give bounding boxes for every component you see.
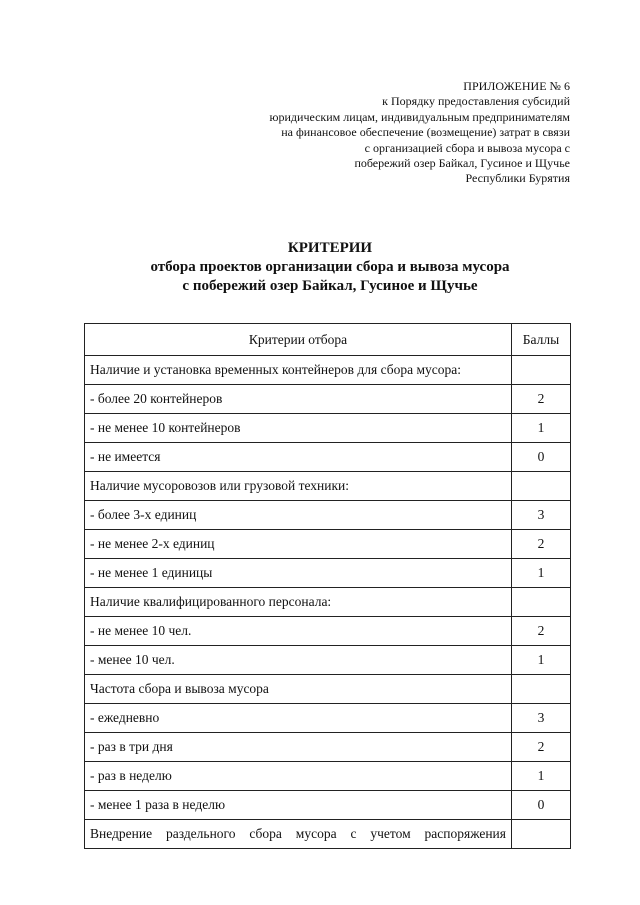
column-header-criteria: Критерии отбора bbox=[85, 324, 512, 356]
score-cell: 1 bbox=[512, 414, 571, 443]
criterion-cell: Внедрение раздельного сбора мусора с учетом распоряжения bbox=[85, 820, 512, 849]
title-subtitle: отбора проектов организации сбора и вывоза мусора bbox=[150, 259, 510, 275]
appendix-line: Республики Бурятия bbox=[465, 171, 570, 186]
appendix-line: побережий озер Байкал, Гусиное и Щучье bbox=[354, 156, 570, 171]
score-cell bbox=[512, 472, 571, 501]
criterion-cell: - раз в три дня bbox=[85, 733, 512, 762]
table-row bbox=[85, 385, 571, 414]
score-cell bbox=[512, 356, 571, 385]
criterion-cell: - не менее 10 контейнеров bbox=[85, 414, 512, 443]
score-cell: 0 bbox=[512, 443, 571, 472]
score-cell: 3 bbox=[512, 501, 571, 530]
criterion-cell: - не имеется bbox=[85, 443, 512, 472]
score-cell bbox=[512, 820, 571, 849]
criterion-cell: - менее 1 раза в неделю bbox=[85, 791, 512, 820]
criterion-cell: Наличие мусоровозов или грузовой техники: bbox=[85, 472, 512, 501]
appendix-header bbox=[270, 79, 570, 187]
table-row bbox=[85, 646, 571, 675]
table-row bbox=[85, 820, 571, 849]
score-cell: 2 bbox=[512, 530, 571, 559]
table-row bbox=[85, 733, 571, 762]
document-title bbox=[0, 239, 640, 296]
score-cell bbox=[512, 588, 571, 617]
criterion-cell: - ежедневно bbox=[85, 704, 512, 733]
table-row bbox=[85, 762, 571, 791]
score-cell bbox=[512, 675, 571, 704]
score-cell: 2 bbox=[512, 617, 571, 646]
score-cell: 1 bbox=[512, 762, 571, 791]
table-row bbox=[85, 501, 571, 530]
score-cell: 0 bbox=[512, 791, 571, 820]
score-cell: 1 bbox=[512, 559, 571, 588]
table-row bbox=[85, 675, 571, 704]
criterion-cell: - раз в неделю bbox=[85, 762, 512, 791]
table-row bbox=[85, 530, 571, 559]
table-row bbox=[85, 791, 571, 820]
criteria-table bbox=[84, 323, 571, 849]
score-cell: 3 bbox=[512, 704, 571, 733]
title-main: КРИТЕРИИ bbox=[287, 240, 373, 256]
table-row bbox=[85, 617, 571, 646]
table-row bbox=[85, 414, 571, 443]
appendix-line: с организацией сбора и вывоза мусора с bbox=[364, 140, 570, 155]
table-row bbox=[85, 443, 571, 472]
criterion-cell: - более 20 контейнеров bbox=[85, 385, 512, 414]
appendix-number: ПРИЛОЖЕНИЕ № 6 bbox=[463, 79, 570, 93]
criterion-cell: - не менее 10 чел. bbox=[85, 617, 512, 646]
criterion-cell: Частота сбора и вывоза мусора bbox=[85, 675, 512, 704]
criterion-cell: Наличие квалифицированного персонала: bbox=[85, 588, 512, 617]
criterion-cell: - не менее 2-х единиц bbox=[85, 530, 512, 559]
score-cell: 2 bbox=[512, 385, 571, 414]
score-cell: 2 bbox=[512, 733, 571, 762]
table-row bbox=[85, 559, 571, 588]
appendix-line: юридическим лицам, индивидуальным предпринимателям bbox=[269, 109, 570, 124]
criterion-cell: - не менее 1 единицы bbox=[85, 559, 512, 588]
table-header-row bbox=[85, 324, 571, 356]
criterion-cell: - менее 10 чел. bbox=[85, 646, 512, 675]
criterion-cell: - более 3-х единиц bbox=[85, 501, 512, 530]
appendix-line: на финансовое обеспечение (возмещение) затрат в связи bbox=[281, 125, 570, 140]
score-cell: 1 bbox=[512, 646, 571, 675]
table-row bbox=[85, 472, 571, 501]
table-row bbox=[85, 356, 571, 385]
title-subtitle: с побережий озер Байкал, Гусиное и Щучье bbox=[182, 278, 478, 294]
appendix-line: к Порядку предоставления субсидий bbox=[382, 94, 570, 109]
table-row bbox=[85, 704, 571, 733]
table-row bbox=[85, 588, 571, 617]
criterion-cell: Наличие и установка временных контейнеров для сбора мусора: bbox=[85, 356, 512, 385]
column-header-score: Баллы bbox=[512, 324, 571, 356]
